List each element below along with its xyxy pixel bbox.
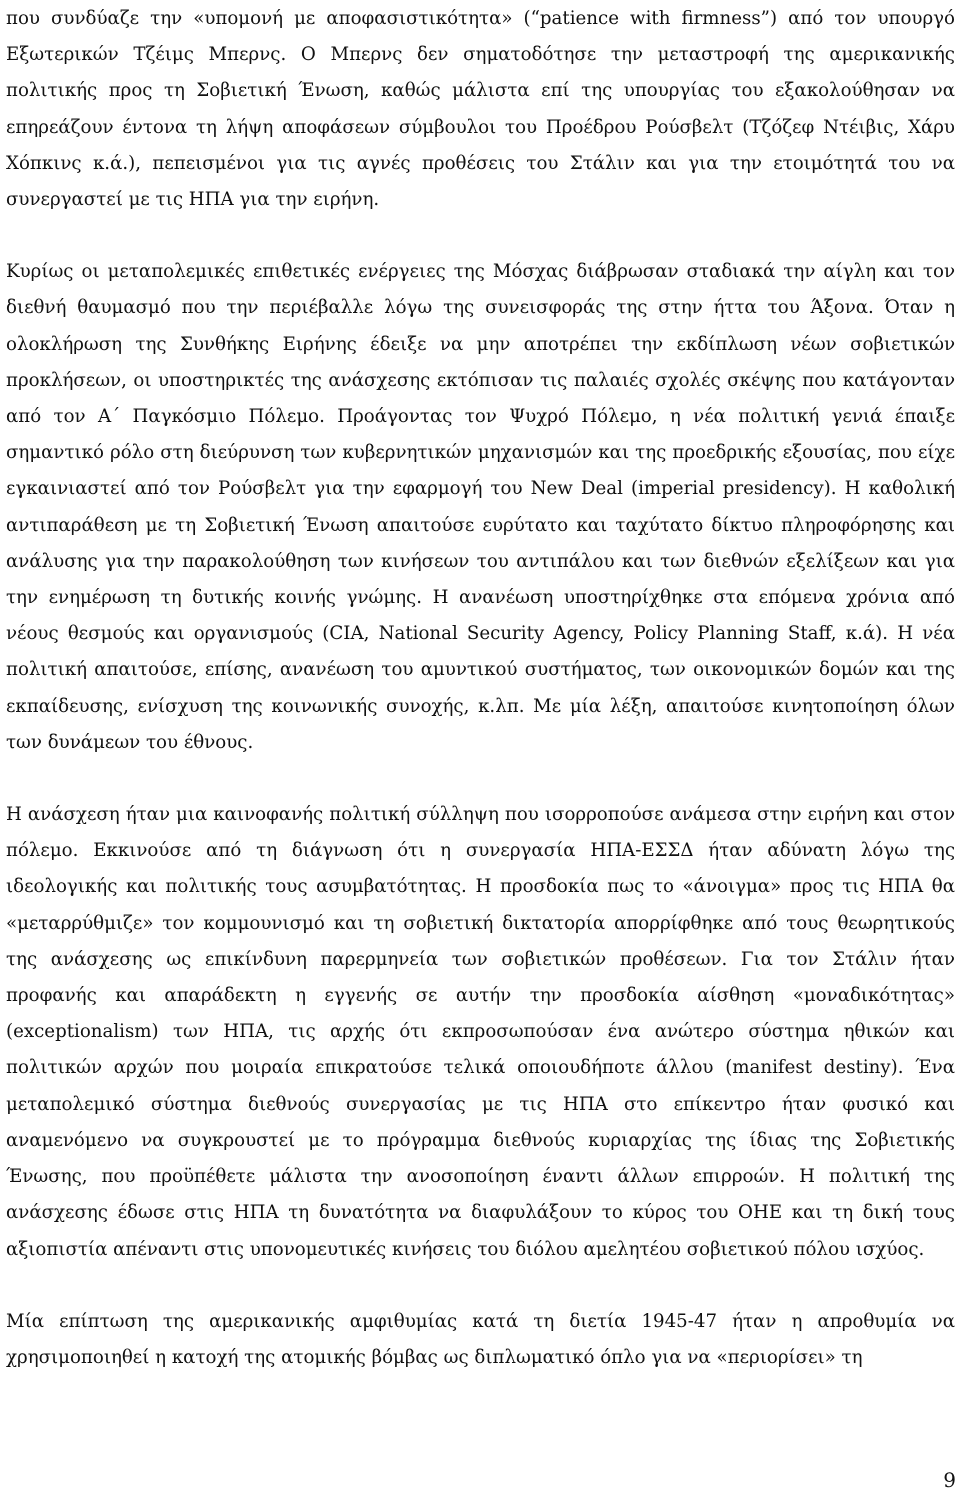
paragraph-postwar-actions: Κυρίως οι μεταπολεμικές επιθετικές ενέργειες της Μόσχας διάβρωσαν σταδιακά την αίγλη και τον διεθνή θαυμασμό που την περιέβαλλε λόγω της συνεισφοράς της στην ήττα του Άξονα. Όταν η ολοκλήρωση της Συνθήκης Ειρήνης έδειξε να μην αποτρέπει την εκδίπλωση νέων σοβιετικών προκλήσεων, οι υποστηρικτές της ανάσχεσης εκτόπισαν τις παλαιές σχολές σκέψης που κατάγονταν από τον Α΄ Παγκόσμιο Πόλεμο. Προάγοντας τον Ψυχρό Πόλεμο, η νέα πολιτική γενιά έπαιξε σημαντικό ρόλο στη διεύρυνση των κυβερνητικών μηχανισμών και της προεδρικής εξουσίας, που είχε εγκαινιαστεί από τον Ρούσβελτ για την εφαρμογή του New Deal (imperial presidency). Η καθολική αντιπαράθεση με τη Σοβιετική Ένωση απαιτούσε ευρύτατο και ταχύτατο δίκτυο πληροφόρησης και ανάλυσης για την παρακολούθηση των κινήσεων του αντιπάλου και των διεθνών εξελίξεων και για την ενημέρωση τη δυτικής κοινής γνώμης. Η ανανέωση υποστηρίχθηκε στα επόμενα χρόνια από νέους θεσμούς και οργανισμούς (CIA, National Security Agency, Policy Planning Staff, κ.ά). Η νέα πολιτική απαιτούσε, επίσης, ανανέωση του αμυντικού συστήματος, των οικονομικών δομών και της εκπαίδευσης, ενίσχυση της κοινωνικής συνοχής, κ.λπ. Με μία λέξη, απαιτούσε κινητοποίηση όλων των δυνάμεων του έθνους.: [6, 261, 955, 753]
document-body: [6, 1, 955, 1376]
paragraph-continuation: που συνδύαζε την «υπομονή με αποφασιστικότητα» (“patience with firmness”) από τον υπουργό Εξωτερικών Τζέιμς Μπερνς. Ο Μπερνς δεν σηματοδότησε την μεταστροφή της αμερικανικής πολιτικής προς τη Σοβιετική Ένωση, καθώς μάλιστα επί της υπουργίας του εξακολούθησαν να επηρεάζουν έντονα τη λήψη αποφάσεων σύμβουλοι του Προέδρου Ρούσβελτ (Τζόζεφ Ντέιβις, Χάρυ Χόπκινς κ.ά.), πεπεισμένοι για τις αγνές προθέσεις του Στάλιν και για την ετοιμότητά του να συνεργαστεί με τις ΗΠΑ για την ειρήνη.: [6, 8, 955, 211]
paragraph-ambivalence: Μία επίπτωση της αμερικανικής αμφιθυμίας κατά τη διετία 1945-47 ήταν η απροθυμία να χρησιμοποιηθεί η κατοχή της ατομικής βόμβας ως διπλωματικό όπλο για να «περιορίσει» τη: [6, 1310, 955, 1368]
page-number: 9: [943, 1468, 956, 1492]
paragraph-containment: Η ανάσχεση ήταν μια καινοφανής πολιτική σύλληψη που ισορροπούσε ανάμεσα στην ειρήνη και στον πόλεμο. Εκκινούσε από τη διάγνωση ότι η συνεργασία ΗΠΑ-ΕΣΣΔ ήταν αδύνατη λόγω της ιδεολογικής και πολιτικής τους ασυμβατότητας. Η προσδοκία πως το «άνοιγμα» προς τις ΗΠΑ θα «μεταρρύθμιζε» τον κομμουνισμό και τη σοβιετική δικτατορία απορρίφθηκε από τους θεωρητικούς της ανάσχεσης ως επικίνδυνη παρερμηνεία των σοβιετικών προθέσεων. Για τον Στάλιν ήταν προφανής και απαράδεκτη η εγγενής σε αυτήν την προσδοκία αίσθηση «μοναδικότητας» (exceptionalism) των ΗΠΑ, τις αρχής ότι εκπροσωπούσαν ένα ανώτερο σύστημα ηθικών και πολιτικών αρχών που μοιραία επικρατούσε τελικά οποιουδήποτε άλλου (manifest destiny). Ένα μεταπολεμικό σύστημα διεθνούς συνεργασίας με τις ΗΠΑ στο επίκεντρο ήταν φυσικό και αναμενόμενο να συγκρουστεί με το πρόγραμμα διεθνούς κυριαρχίας της ίδιας της Σοβιετικής Ένωσης, που προϋπέθετε μάλιστα την ανοσοποίηση έναντι άλλων επιρροών. Η πολιτική της ανάσχεσης έδωσε στις ΗΠΑ τη δυνατότητα να διαφυλάξουν το κύρος του ΟΗΕ και τη δική τους αξιοπιστία απέναντι στις υπονομευτικές κινήσεις του διόλου αμελητέου σοβιετικού πόλου ισχύος.: [6, 804, 955, 1260]
